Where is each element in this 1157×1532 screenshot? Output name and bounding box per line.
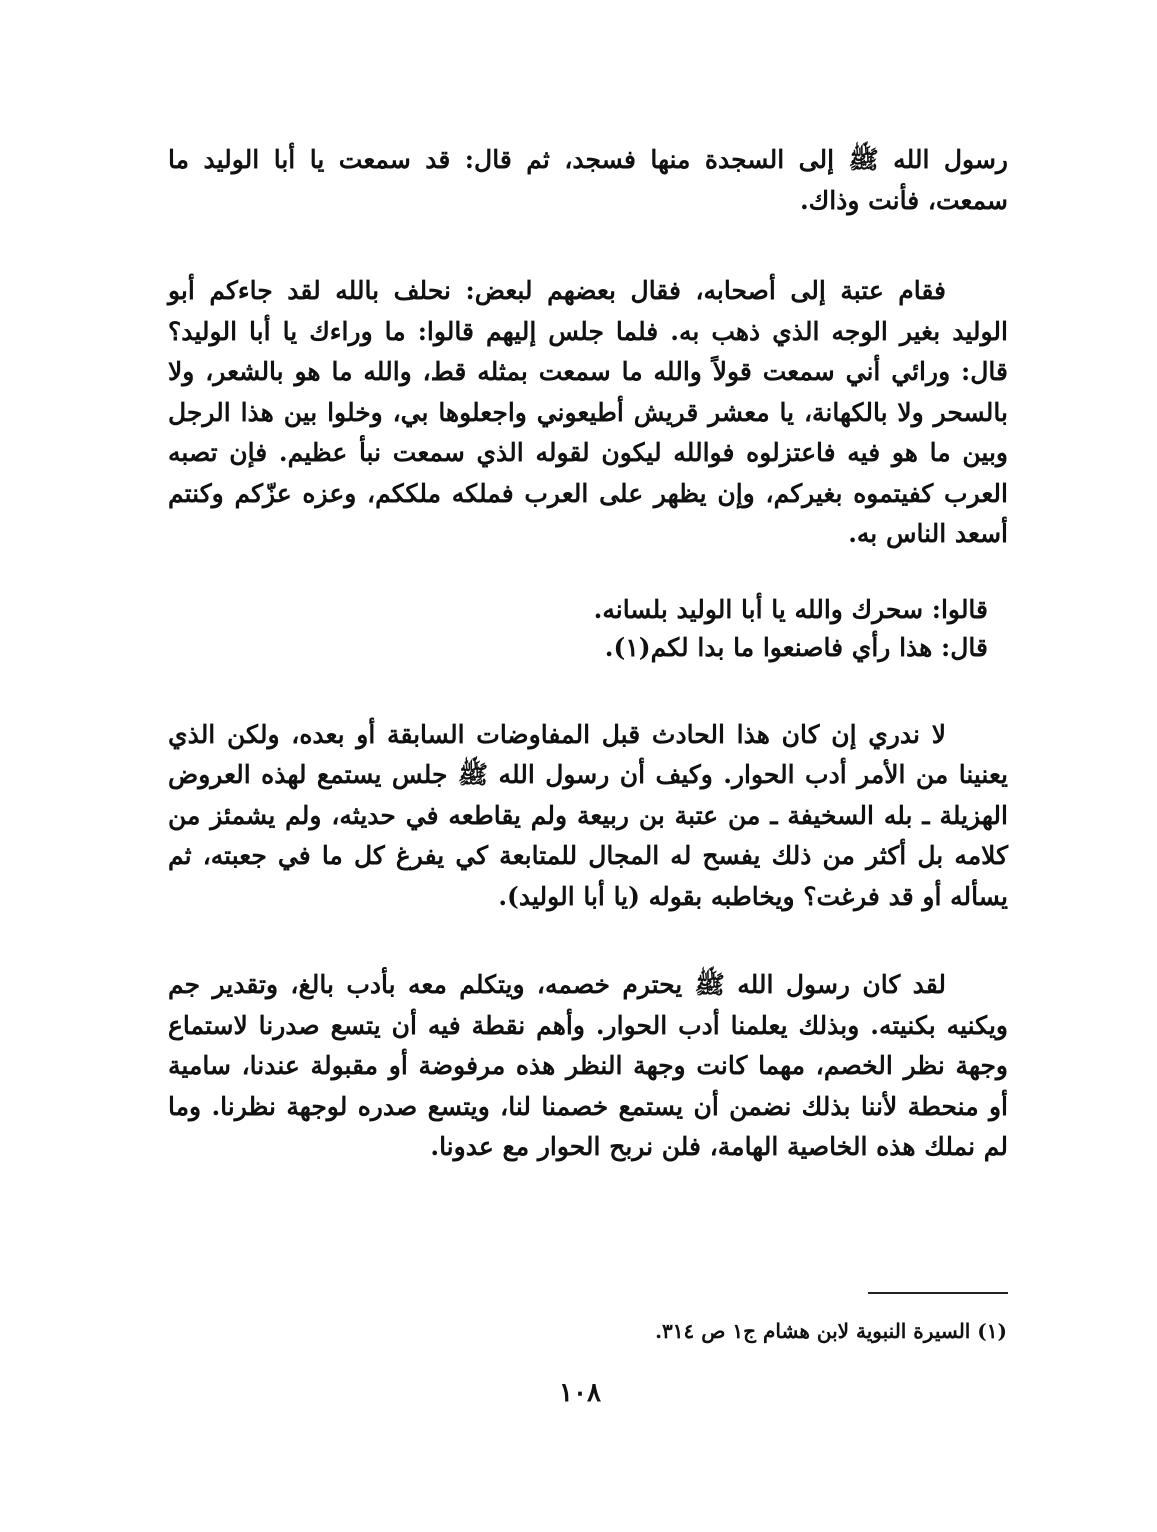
page-body: [168, 140, 1008, 1168]
footnote-divider: [868, 1292, 1008, 1294]
paragraph-respect-opponent: لقد كان رسول الله ﷺ يحترم خصمه، ويتكلم معه بأدب بالغ، وتقدير جم ويكنيه بكنيته. وبذلك يعلمنا أدب الحوار. وأهم نقطة فيه أن يتسع صدرنا لاستماع وجهة نظر الخصم، مهما كانت وجهة النظر هذه مرفوضة أو مقبولة عندنا، سامية أو منحطة لأننا بذلك نضمن أن يستمع خصمنا لنا، ويتسع صدره لوجهة نظرنا. وما لم نملك هذه الخاصية الهامة، فلن نربح الحوار مع عدونا.: [168, 970, 1008, 1161]
paragraph-utba: فقام عتبة إلى أصحابه، فقال بعضهم لبعض: نحلف بالله لقد جاءكم أبو الوليد بغير الوجه الذي ذهب به. فلما جلس إليهم قالوا: ما وراءك يا أبا الوليد؟ قال: ورائي أني سمعت قولاً والله ما سمعت بمثله قط، والله ما هو بالشعر، ولا بالسحر ولا بالكهانة، يا معشر قريش أطيعوني واجعلوها بي، وخلوا بين هذا الرجل وبين ما هو فيه فاعتزلوه فوالله ليكون لقوله الذي سمعت نبأ عظيم. فإن تصبه العرب كفيتموه بغيركم، وإن يظهر على العرب فملكه ملككم، وعزه عزّكم وكنتم أسعد الناس به.: [168, 276, 1008, 548]
paragraph-continuation: رسول الله ﷺ إلى السجدة منها فسجد، ثم قال: قد سمعت يا أبا الوليد ما سمعت، فأنت وذاك.: [168, 145, 1008, 215]
paragraph-dialogue-manners: لا ندري إن كان هذا الحادث قبل المفاوضات السابقة أو بعده، ولكن الذي يعنينا من الأمر أدب الحوار. وكيف أن رسول الله ﷺ جلس يستمع لهذه العروض الهزيلة ـ بله السخيفة ـ من عتبة بن ربيعة ولم يقاطعه في حديثه، ولم يشمئز من كلامه بل أكثر من ذلك يفسح له المجال للمتابعة كي يفرغ كل ما في جعبته، ثم يسأله أو قد فرغت؟ ويخاطبه بقوله (يا أبا الوليد).: [168, 719, 1008, 911]
footnote: (١) السيرة النبوية لابن هشام ج١ ص ٣١٤.: [655, 1319, 1007, 1343]
page-number: ١٠٨: [559, 1378, 601, 1408]
quote-line-said-they: قالوا: سحرك والله يا أبا الوليد بلسانه.: [593, 594, 988, 624]
quote-line-he-said: قال: هذا رأي فاصنعوا ما بدا لكم(١).: [604, 632, 988, 662]
dialogue-quote: [168, 591, 1008, 667]
